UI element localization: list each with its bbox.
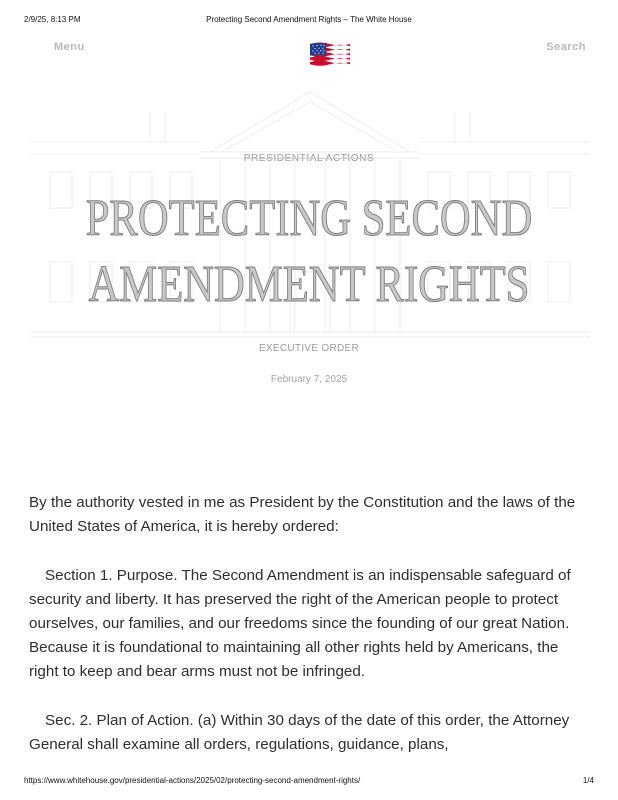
- page-title: [56, 186, 563, 318]
- section-2-paragraph: Sec. 2. Plan of Action. (a) Within 30 days of the date of this order, the Attorney General shall examine all orders, regulations, guidance, plans,: [29, 712, 570, 753]
- print-page-title: Protecting Second Amendment Rights – The White House: [206, 15, 412, 24]
- intro-paragraph: By the authority vested in me as President by the Constitution and the laws of the United States of America, it is hereby ordered:: [29, 494, 576, 535]
- document-type: EXECUTIVE ORDER: [258, 343, 360, 354]
- menu-button[interactable]: Menu: [54, 41, 85, 53]
- page-number: 1/4: [582, 776, 594, 785]
- print-header: [0, 15, 618, 29]
- us-flag-icon[interactable]: [308, 40, 352, 70]
- kicker-label[interactable]: PRESIDENTIAL ACTIONS: [243, 153, 375, 164]
- print-datetime: 2/9/25, 8:13 PM: [24, 15, 81, 24]
- publish-date: February 7, 2025: [270, 374, 348, 385]
- section-1-paragraph: Section 1. Purpose. The Second Amendment is an indispensable safeguard of security and liberty. It has preserved the right of the American people to protect ourselves, our families, and our freedoms since the founding of our great Nation. Because it is foundational to maintaining all other rights held by Americans, the right to keep and bear arms must not be infringed.: [29, 567, 571, 680]
- page-title-line-1: PROTECTING SECOND: [85, 190, 533, 247]
- print-url: https://www.whitehouse.gov/presidential-actions/2025/02/protecting-second-amendment-rights/: [24, 776, 361, 785]
- search-button[interactable]: Search: [546, 41, 586, 53]
- section-kicker[interactable]: [0, 153, 618, 164]
- page-title-line-2: AMENDMENT RIGHTS: [88, 256, 530, 313]
